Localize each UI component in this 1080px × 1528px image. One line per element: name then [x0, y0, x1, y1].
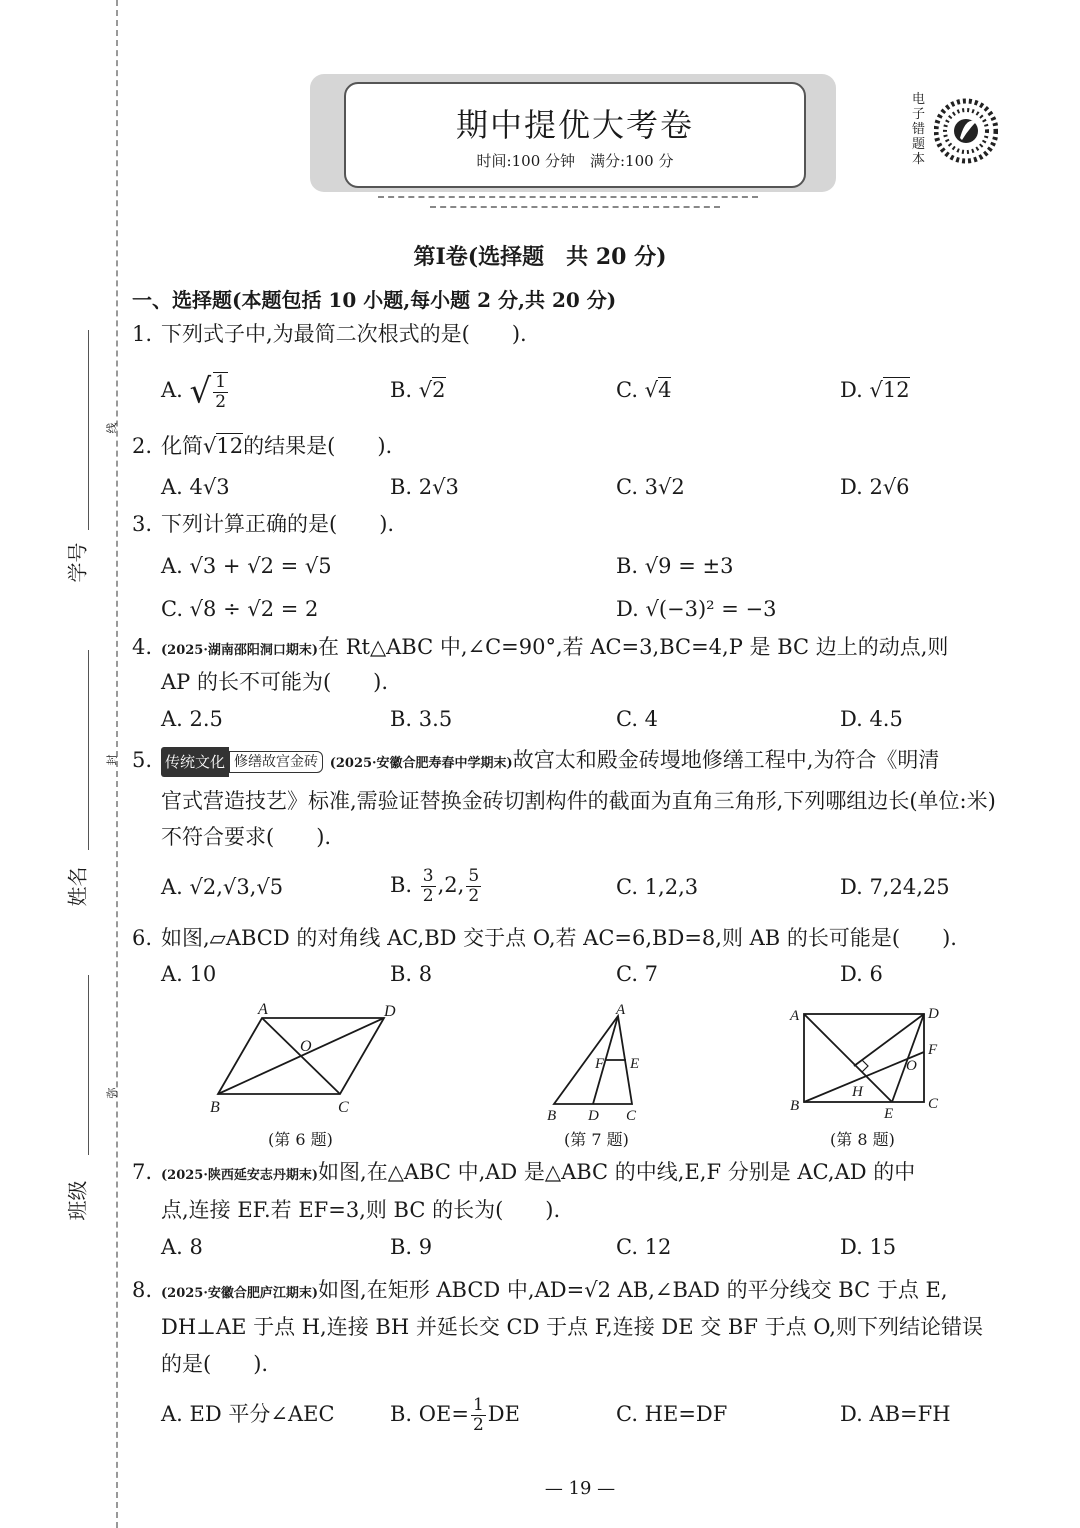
q8-line2: DH⊥AE 于点 H,连接 BH 并延长交 CD 于点 F,连接 DE 交 BF 于点 O,则下列结论错误 — [161, 1315, 983, 1339]
qr-code-icon[interactable] — [934, 86, 998, 176]
mark-seal: 封 — [105, 754, 119, 766]
q1-option-a-label: A. — [161, 378, 183, 402]
q2-option-c[interactable]: C. 3√2 — [616, 475, 685, 499]
q6-number: 6. — [132, 926, 153, 950]
q5-line3: 不符合要求( ). — [161, 825, 332, 849]
figure-7-triangle — [540, 1000, 650, 1124]
q1-d-rad: 12 — [882, 378, 910, 402]
name-underline — [88, 650, 89, 850]
q8-line3: 的是( ). — [161, 1352, 269, 1376]
q3-text: 下列计算正确的是( ). — [161, 512, 395, 536]
banner-dash-1 — [378, 196, 758, 198]
fig8-label-o: O — [906, 1058, 917, 1074]
q5-b-num2: 5 — [468, 866, 480, 886]
q4-option-d[interactable]: D. 4.5 — [840, 707, 903, 731]
page-number: — 19 — — [544, 1478, 616, 1499]
q5-option-b[interactable] — [390, 860, 483, 910]
q8-option-d[interactable]: D. AB=FH — [840, 1402, 951, 1426]
q2-text: 化简√12的结果是( ). — [161, 434, 393, 458]
q3-option-d[interactable]: D. √(−3)² = −3 — [616, 597, 777, 621]
q8-source: (2025·安徽合肥庐江期末) — [161, 1286, 319, 1301]
q5-b-label: B. — [390, 873, 413, 897]
fig7-label-e: E — [630, 1056, 640, 1072]
student-id-label: 学号 — [65, 542, 90, 583]
q7-number: 7. — [132, 1160, 153, 1184]
q5-b-num1: 3 — [422, 866, 434, 886]
q4-source: (2025·湖南邵阳洞口期末) — [161, 643, 319, 658]
fig8-label-e: E — [884, 1106, 894, 1122]
fig8-label-f: F — [928, 1042, 938, 1058]
q2-option-a[interactable]: A. 4√3 — [161, 475, 230, 499]
q4-number: 4. — [132, 635, 153, 659]
q7-line2: 点,连接 EF.若 EF=3,则 BC 的长为( ). — [161, 1198, 561, 1222]
q1-option-a[interactable]: A. √ $\frac{1}{2}$ — [161, 371, 227, 412]
fig7-label-c: C — [626, 1108, 637, 1124]
q3-option-c[interactable]: C. √8 ÷ √2 = 2 — [161, 597, 319, 621]
fig6-label-a: A — [258, 1001, 268, 1018]
q6-option-c[interactable]: C. 7 — [616, 962, 659, 986]
fig7-label-b: B — [547, 1108, 557, 1124]
qr-label: 电子错题本 — [912, 92, 926, 167]
q5-b-mid: ,2, — [437, 873, 465, 897]
figure-8-caption: (第 8 题) — [830, 1130, 895, 1149]
fig6-label-b: B — [210, 1099, 220, 1116]
q7-source: (2025·陕西延安志丹期末) — [161, 1168, 319, 1183]
fig8-label-c: C — [928, 1096, 939, 1112]
figure-7-caption: (第 7 题) — [564, 1130, 629, 1149]
banner-dash-2 — [430, 206, 720, 208]
q1-number: 1. — [132, 322, 153, 346]
q1-option-c[interactable]: C. √4 — [616, 378, 672, 402]
q6-text: 如图,▱ABCD 的对角线 AC,BD 交于点 O,若 AC=6,BD=8,则 AB 的长可能是( ). — [161, 926, 957, 950]
fig8-label-b: B — [790, 1098, 800, 1114]
q1-c-rad: 4 — [658, 378, 672, 402]
q7-line1-text: 如图,在△ABC 中,AD 是△ABC 的中线,E,F 分别是 AC,AD 的中 — [318, 1160, 916, 1184]
q3-option-b[interactable]: B. √9 = ±3 — [616, 554, 734, 578]
q5-number: 5. — [132, 748, 153, 772]
q2-number: 2. — [132, 434, 153, 458]
fig6-label-o: O — [300, 1038, 312, 1055]
q3-option-a[interactable]: A. √3 + √2 = √5 — [161, 554, 332, 578]
name-label: 姓名 — [65, 866, 90, 907]
q1-c-label: C. — [616, 378, 638, 402]
page-subtitle: 时间:100 分钟 满分:100 分 — [476, 152, 674, 170]
q5-tag-culture: 传统文化 — [161, 747, 229, 777]
q7-line1 — [161, 1158, 1021, 1190]
q6-option-d[interactable]: D. 6 — [840, 962, 883, 986]
q5-b-den1: 2 — [422, 886, 434, 906]
q3-number: 3. — [132, 512, 153, 536]
q8-option-b[interactable] — [390, 1390, 520, 1438]
q8-b-den: 2 — [472, 1415, 484, 1435]
q5-line1 — [161, 746, 1021, 778]
fig8-label-d: D — [928, 1006, 939, 1022]
class-underline — [88, 975, 89, 1155]
q8-number: 8. — [132, 1278, 153, 1302]
mark-line: 线 — [105, 422, 119, 434]
section-title: 第Ⅰ卷(选择题 共 20 分) — [413, 244, 667, 270]
q5-line2: 官式营造技艺》标准,需验证替换金砖切割构件的截面为直角三角形,下列哪组边长(单位:米) — [161, 789, 996, 813]
section-heading: 一、选择题(本题包括 10 小题,每小题 2 分,共 20 分) — [132, 288, 617, 312]
fig8-label-h: H — [852, 1084, 863, 1100]
q5-b-den2: 2 — [468, 886, 480, 906]
q5-source: (2025·安徽合肥寿春中学期末) — [329, 756, 513, 771]
q8-b-pre: B. OE= — [390, 1402, 469, 1426]
q1-text: 下列式子中,为最简二次根式的是( ). — [161, 322, 527, 346]
q6-option-b[interactable]: B. 8 — [390, 962, 433, 986]
figure-8-rectangle — [782, 998, 952, 1122]
q8-b-num: 1 — [472, 1395, 484, 1415]
q8-option-c[interactable]: C. HE=DF — [616, 1402, 728, 1426]
q5-line1-text: 故宫太和殿金砖墁地修缮工程中,为符合《明清 — [512, 748, 940, 772]
fig8-label-a: A — [790, 1008, 800, 1024]
fig7-label-f: F — [595, 1056, 605, 1072]
q7-option-d[interactable]: D. 15 — [840, 1235, 897, 1259]
q1-option-d[interactable]: D. √12 — [840, 378, 910, 402]
q5-option-a[interactable]: A. √2,√3,√5 — [161, 875, 284, 899]
class-label: 班级 — [65, 1180, 90, 1221]
figure-6-parallelogram — [200, 998, 400, 1118]
q1-option-b[interactable]: B. √2 — [390, 378, 446, 402]
figure-6-caption: (第 6 题) — [268, 1130, 333, 1149]
q6-option-a[interactable]: A. 10 — [161, 962, 217, 986]
q5-option-c[interactable]: C. 1,2,3 — [616, 875, 699, 899]
q7-option-b[interactable]: B. 9 — [390, 1235, 433, 1259]
q4-option-c[interactable]: C. 4 — [616, 707, 659, 731]
q8-option-a[interactable]: A. ED 平分∠AEC — [161, 1402, 335, 1426]
q2-option-b[interactable]: B. 2√3 — [390, 475, 459, 499]
q4-line1-text: 在 Rt△ABC 中,∠C=90°,若 AC=3,BC=4,P 是 BC 边上的动点,则 — [318, 635, 949, 659]
q4-option-a[interactable]: A. 2.5 — [161, 707, 223, 731]
q1-b-rad: 2 — [432, 378, 446, 402]
q8-line1-text: 如图,在矩形 ABCD 中,AD=√2 AB,∠BAD 的平分线交 BC 于点 E, — [318, 1278, 948, 1302]
mark-fold: 弥 — [105, 1087, 119, 1099]
page-title: 期中提优大考卷 — [455, 106, 694, 144]
q7-option-c[interactable]: C. 12 — [616, 1235, 672, 1259]
q1-a-num: 1 — [215, 371, 227, 392]
student-id-underline — [88, 330, 89, 530]
q2-rad: 12 — [216, 434, 244, 458]
fig7-label-d: D — [588, 1108, 599, 1124]
q7-option-a[interactable]: A. 8 — [161, 1235, 203, 1259]
q1-a-den: 2 — [215, 391, 227, 412]
q4-line1 — [161, 633, 1021, 665]
q1-b-label: B. — [390, 378, 413, 402]
fig6-label-d: D — [384, 1003, 396, 1020]
q8-line1 — [161, 1276, 1021, 1308]
q2-pre: 化简 — [161, 434, 203, 458]
fig6-label-c: C — [338, 1099, 349, 1116]
q2-post: 的结果是( ). — [243, 434, 393, 458]
q8-b-post: DE — [487, 1402, 520, 1426]
q4-option-b[interactable]: B. 3.5 — [390, 707, 453, 731]
q2-option-d[interactable]: D. 2√6 — [840, 475, 910, 499]
q5-option-d[interactable]: D. 7,24,25 — [840, 875, 950, 899]
q5-tag-topic: 修缮故宫金砖 — [229, 751, 323, 773]
q4-line2: AP 的长不可能为( ). — [161, 670, 389, 694]
fig7-label-a: A — [616, 1002, 626, 1018]
q1-d-label: D. — [840, 378, 863, 402]
